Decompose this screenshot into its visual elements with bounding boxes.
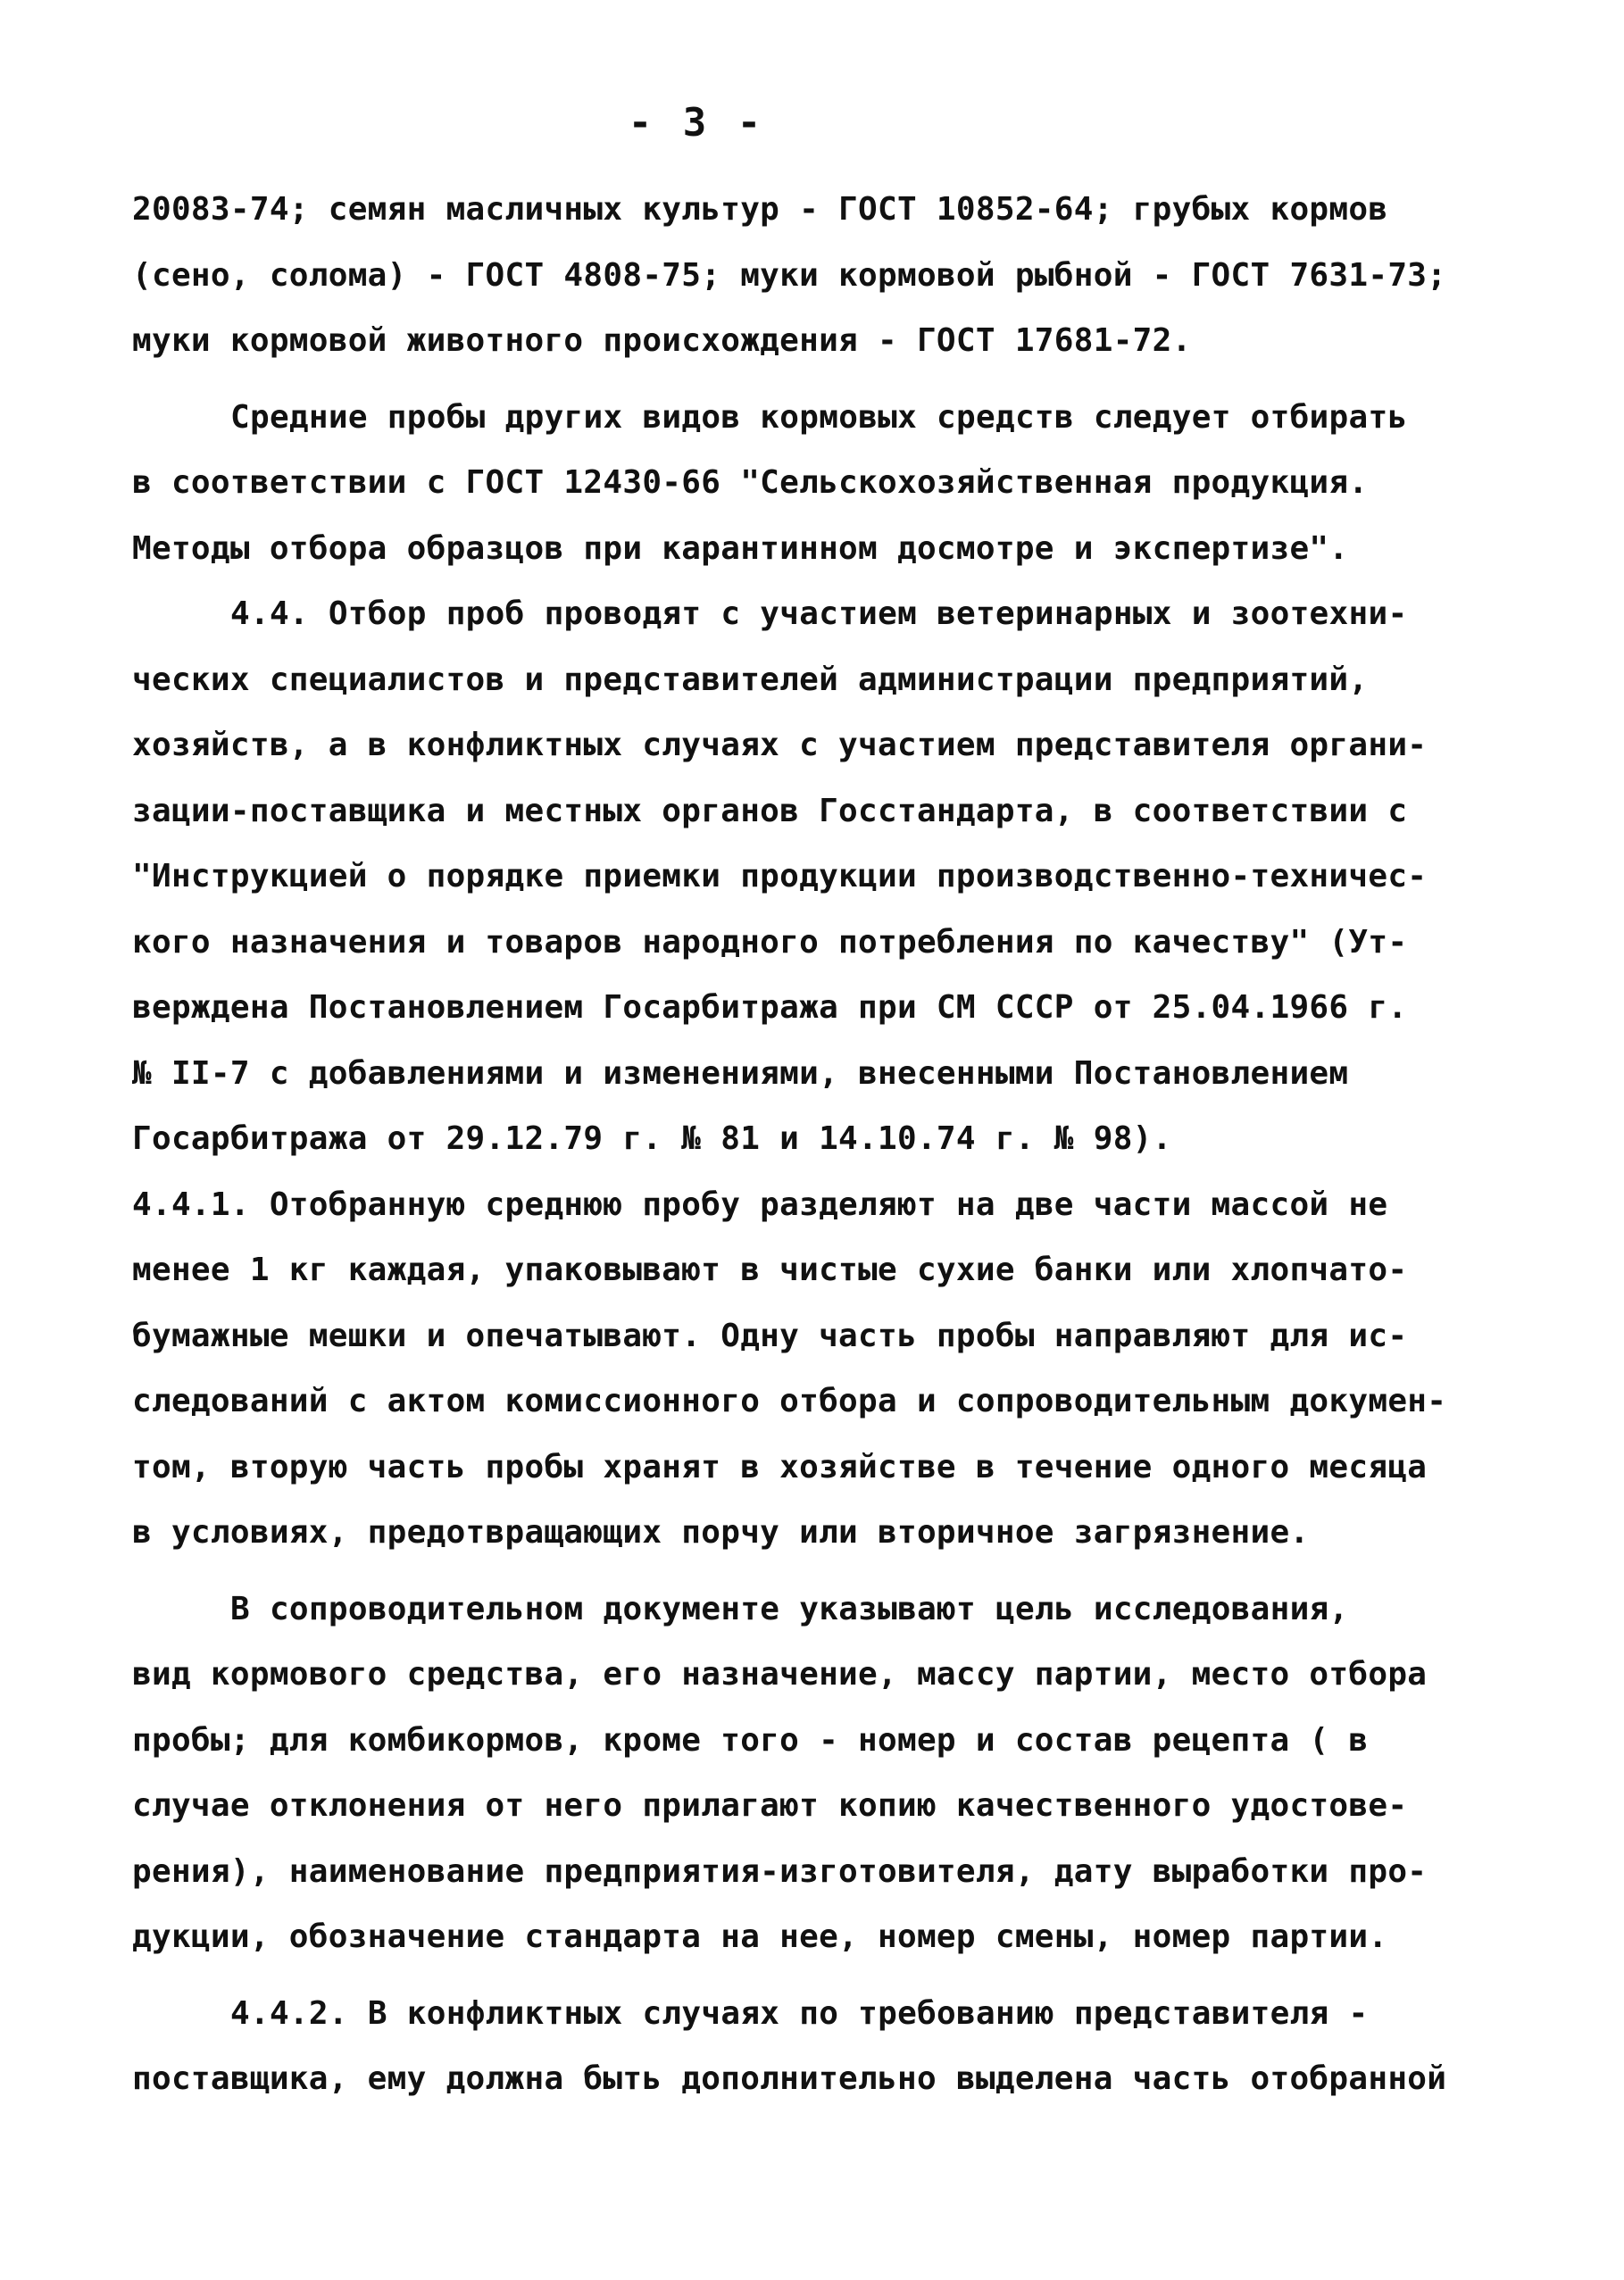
text-line: Госарбитража от 29.12.79 г. № 81 и 14.10.74 г. № 98). [132,1120,1172,1157]
text-line: кого назначения и товаров народного потребления по качеству" (Ут- [132,923,1408,961]
text-line: вид кормового средства, его назначение, массу партии, место отбора [132,1656,1428,1693]
document-body [132,177,1489,2112]
paragraph-start-line: В сопроводительном документе указывают цель исследования, [230,1590,1349,1627]
text-line: бумажные мешки и опечатывают. Одну часть пробы направляют для ис- [132,1317,1408,1354]
text-line: пробы; для комбикормов, кроме того - номер и состав рецепта ( в [132,1721,1369,1759]
paragraph-start-line: Средние пробы других видов кормовых средств следует отбирать [230,398,1408,436]
paragraph-gap [132,1970,1489,1981]
text-line: в соответствии с ГОСТ 12430-66 "Сельскохозяйственная продукция. [132,464,1369,501]
text-line: зации-поставщика и местных органов Госстандарта, в соответствии с [132,792,1408,829]
text-line: менее 1 кг каждая, упаковывают в чистые сухие банки или хлопчато- [132,1252,1408,1288]
text-line: случае отклонения от него прилагают копию качественного удостове- [132,1787,1408,1824]
page-number: - 3 - [628,100,765,146]
text-line: хозяйств, а в конфликтных случаях с участием представителя органи- [132,727,1428,763]
section-4-4-2-heading-line: 4.4.2. В конфликтных случаях по требованию представителя - [230,1994,1369,2032]
text-line: рения), наименование предприятия-изготовителя, дату выработки про- [132,1852,1428,1890]
text-line: том, вторую часть пробы хранят в хозяйстве в течение одного месяца [132,1448,1428,1485]
text-line: поставщика, ему должна быть дополнительно выделена часть отобранной [132,2060,1447,2097]
text-line: ческих специалистов и представителей администрации предприятий, [132,661,1369,698]
text-line: дукции, обозначение стандарта на нее, номер смены, номер партии. [132,1918,1388,1955]
paragraph-gap [132,1566,1489,1577]
text-line: № II-7 с добавлениями и изменениями, внесенными Постановлением [132,1054,1349,1092]
paragraph-gap [132,374,1489,385]
text-line: "Инструкцией о порядке приемки продукции производственно-техничес- [132,858,1428,895]
text-line: муки кормовой животного происхождения - ГОСТ 17681-72. [132,322,1192,359]
section-4-4-heading-line: 4.4. Отбор проб проводят с участием ветеринарных и зоотехни- [230,595,1408,632]
text-line: (сено, солома) - ГОСТ 4808-75; муки кормовой рыбной - ГОСТ 7631-73; [132,256,1447,294]
text-line: Методы отбора образцов при карантинном досмотре и экспертизе". [132,529,1349,567]
section-4-4-1-heading-line: 4.4.1. Отобранную среднюю пробу разделяют на две части массой не [132,1186,1388,1223]
text-line: следований с актом комиссионного отбора и сопроводительным докумен- [132,1383,1447,1419]
text-line: в условиях, предотвращающих порчу или вторичное загрязнение. [132,1514,1310,1551]
text-line: 20083-74; семян масличных культур - ГОСТ 10852-64; грубых кормов [132,191,1388,228]
text-line: верждена Постановлением Госарбитража при СМ СССР от 25.04.1966 г. [132,989,1408,1026]
